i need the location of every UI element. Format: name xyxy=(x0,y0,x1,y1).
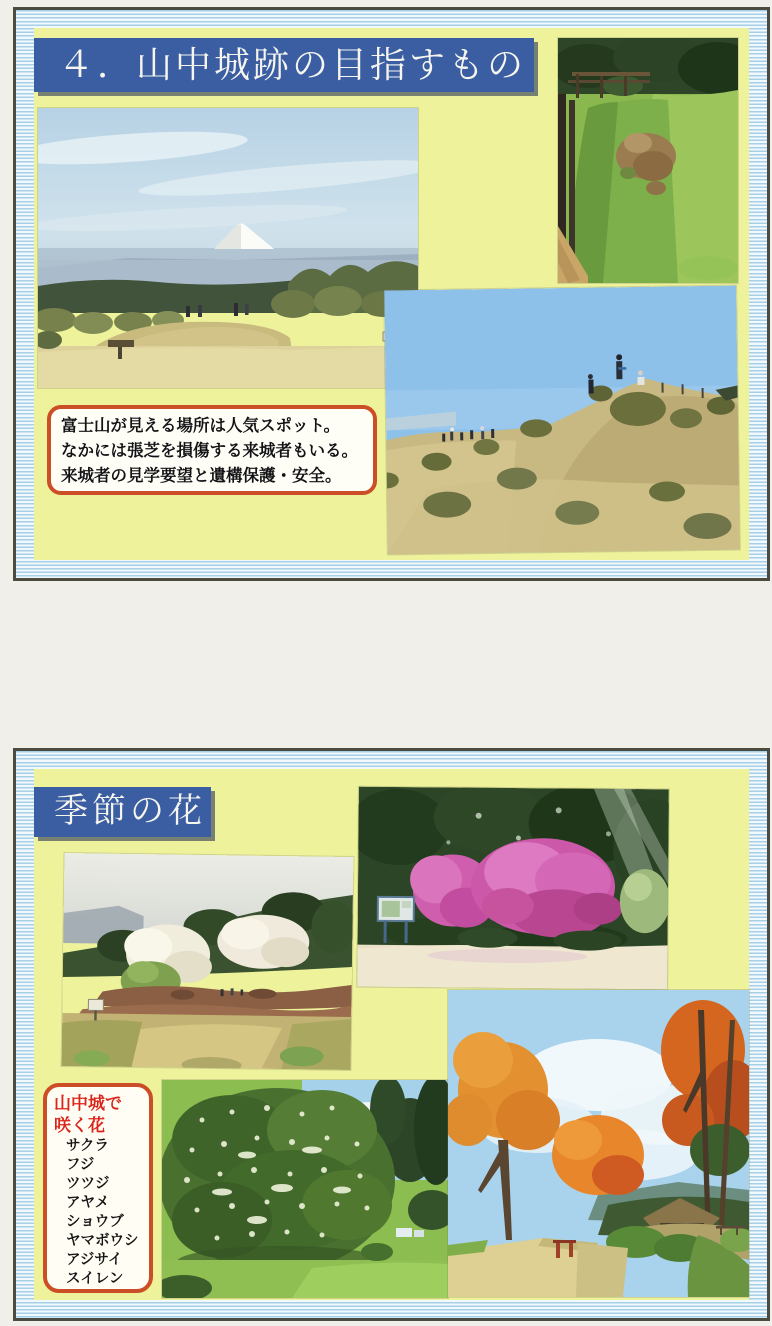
flower-item: スイレン xyxy=(66,1271,124,1287)
flower-item: フジ xyxy=(66,1157,95,1173)
slide2-title-bar xyxy=(34,787,211,837)
note-line-3: 来城者の見学要望と遺構保護・安全。 xyxy=(61,467,342,485)
dogwood-tree-photo xyxy=(162,1080,448,1298)
pink-blossoms-photo xyxy=(357,787,669,990)
autumn-foliage-photo xyxy=(448,990,749,1297)
slide1-content-area xyxy=(34,28,749,560)
note-line-1: 富士山が見える場所は人気スポット。 xyxy=(61,417,341,435)
flower-item: ツツジ xyxy=(66,1176,110,1192)
flower-item: アジサイ xyxy=(66,1252,123,1268)
flower-item: ヤマボウシ xyxy=(66,1233,139,1249)
slide1 xyxy=(13,7,770,581)
slide1-title: ４．山中城跡の目指すもの xyxy=(58,45,527,85)
cherry-blossom-park-photo xyxy=(62,853,354,1070)
flower-box-heading-line-1: 山中城で xyxy=(54,1094,122,1113)
flower-item: サクラ xyxy=(66,1138,109,1154)
slide1-note-box xyxy=(47,405,377,495)
flower-list-box xyxy=(43,1083,153,1293)
flower-item: アヤメ xyxy=(66,1195,110,1211)
slide2-content-area xyxy=(34,769,749,1300)
flower-box-heading-line-2: 咲く花 xyxy=(54,1116,105,1135)
note-line-2: なかには張芝を損傷する来城者もいる。 xyxy=(61,442,358,460)
damaged-turf-photo xyxy=(558,38,738,283)
slide2-title: 季節の花 xyxy=(54,793,206,830)
slide1-title-bar xyxy=(34,38,534,92)
earthwork-mounds-photo xyxy=(384,286,740,555)
slide2 xyxy=(13,748,770,1321)
fuji-view-photo xyxy=(38,108,418,388)
flower-item: ショウブ xyxy=(66,1214,124,1230)
